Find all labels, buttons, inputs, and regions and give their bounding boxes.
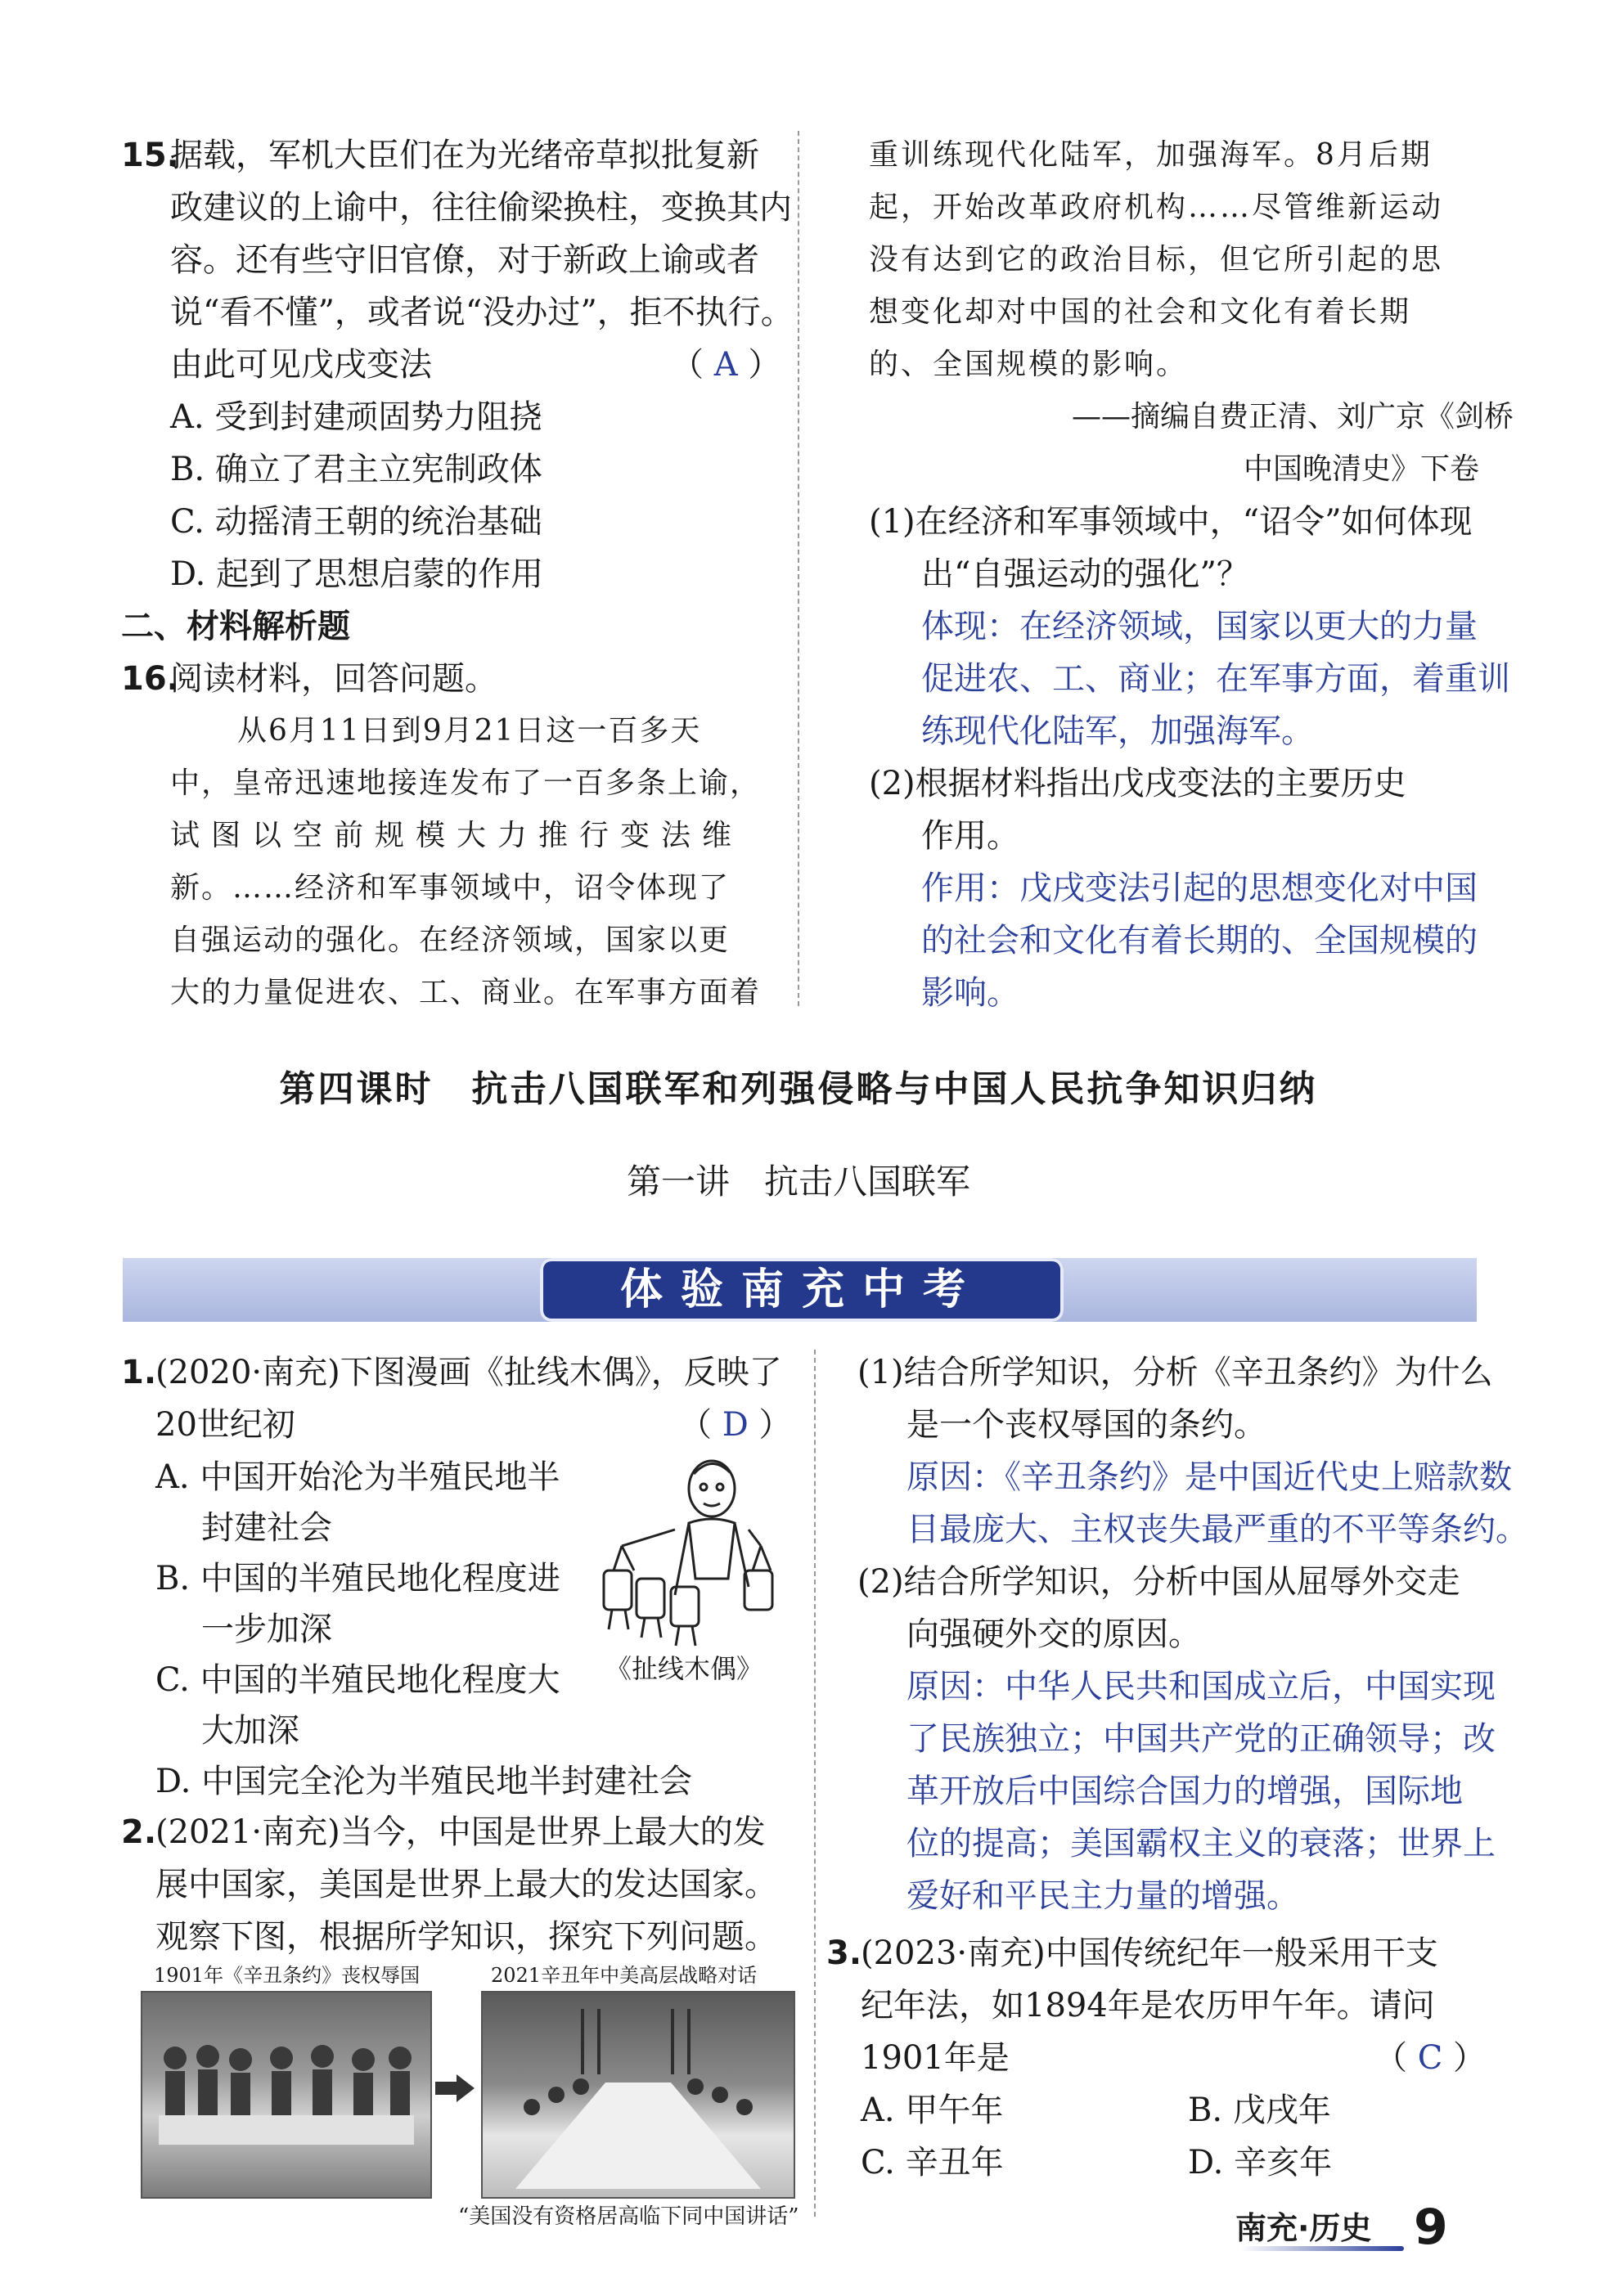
sub-answer-1: 体现：在经济领域，国家以更大的力量 xyxy=(921,608,1478,645)
section-heading: 二、材料解析题 xyxy=(121,608,350,645)
question-text-line: 据载，军机大臣们在为光绪帝草拟批复新 xyxy=(170,137,759,174)
option-a: A. 中国开始沦为半殖民地半 xyxy=(155,1458,560,1496)
material-line: 试图以空前规模大力推行变法维 xyxy=(170,819,744,852)
question-text-line: (2020·南充)下图漫画《扯线木偶》，反映了 xyxy=(155,1354,782,1391)
page-footer xyxy=(1235,2199,1497,2256)
sub-question-1: 出“自强运动的强化”？ xyxy=(921,555,1249,593)
section-banner xyxy=(123,1258,1477,1322)
question-number: 16. xyxy=(121,660,179,698)
option-b: B. 戊戌年 xyxy=(1188,2092,1331,2129)
photo-1901-treaty-image xyxy=(142,1993,430,2197)
material-line: 重训练现代化陆军，加强海军。8月后期 xyxy=(869,138,1433,172)
sub-answer-2: 的社会和文化有着长期的、全国规模的 xyxy=(921,922,1478,959)
sub-answer-2: 革开放后中国综合国力的增强，国际地 xyxy=(906,1773,1463,1810)
sub-question-2: 作用。 xyxy=(921,817,1019,855)
sub-question-2: 向强硬外交的原因。 xyxy=(906,1615,1201,1653)
question-text-line: 容。还有些守旧官僚，对于新政上谕或者 xyxy=(170,241,759,279)
question-text-line: 20世纪初 xyxy=(155,1406,295,1444)
sub-question-1: (1)结合所学知识，分析《辛丑条约》为什么 xyxy=(857,1354,1493,1391)
option-b: B. 中国的半殖民地化程度进 xyxy=(155,1560,560,1597)
sub-answer-1: 原因：《辛丑条约》是中国近代史上赔款数 xyxy=(906,1458,1512,1496)
option-c-cont: 大加深 xyxy=(201,1712,299,1750)
cartoon-puppet-illustration xyxy=(589,1448,777,1652)
material-line: 新。……经济和军事领域中，诏令体现了 xyxy=(170,871,731,905)
question-text-line: (2021·南充)当今，中国是世界上最大的发 xyxy=(155,1813,766,1851)
question-number: 1. xyxy=(121,1354,157,1391)
material-line: 的、全国规模的影响。 xyxy=(869,348,1189,381)
sub-answer-1: 练现代化陆军，加强海军。 xyxy=(921,712,1314,750)
sub-answer-2: 了民族独立；中国共产党的正确领导；改 xyxy=(906,1720,1496,1758)
answer-choice: C xyxy=(1417,2039,1443,2077)
sub-answer-2: 原因：中华人民共和国成立后，中国实现 xyxy=(906,1668,1496,1705)
lesson-title: 第四课时 抗击八国联军和列强侵略与中国人民抗争知识归纳 xyxy=(279,1068,1318,1110)
lecture-title: 第一讲 抗击八国联军 xyxy=(626,1161,970,1202)
material-line: 从6月11日到9月21日这一百多天 xyxy=(237,714,702,748)
answer-choice: A xyxy=(713,346,738,384)
puppet-cartoon-drawing xyxy=(589,1448,777,1652)
answer-bracket: （ D ） xyxy=(679,1406,792,1444)
option-a-cont: 封建社会 xyxy=(201,1509,332,1547)
material-line: 大的力量促进农、工、商业。在军事方面着 xyxy=(170,976,762,1009)
cartoon-caption: 《扯线木偶》 xyxy=(605,1653,763,1684)
material-line: 没有达到它的政治目标，但它所引起的思 xyxy=(869,243,1444,276)
question-number: 2. xyxy=(121,1813,157,1851)
question-number: 3. xyxy=(826,1934,862,1972)
sub-answer-1: 促进农、工、商业；在军事方面，着重训 xyxy=(921,660,1510,698)
material-line: 中，皇帝迅速地接连发布了一百多条上谕， xyxy=(170,766,762,800)
banner-label: 体验南充中考 xyxy=(619,1265,983,1314)
sub-question-2: (2)根据材料指出戊戌变法的主要历史 xyxy=(869,765,1406,802)
material-line: 起，开始改革政府机构……尽管维新运动 xyxy=(869,191,1444,224)
option-c: C. 中国的半殖民地化程度大 xyxy=(155,1661,560,1699)
sub-answer-2: 作用：戊戌变法引起的思想变化对中国 xyxy=(921,869,1478,907)
sub-question-2: (2)结合所学知识，分析中国从屈辱外交走 xyxy=(857,1563,1460,1601)
footer-label: 南充·历史 xyxy=(1235,2210,1372,2246)
sub-question-1: 是一个丧权辱国的条约。 xyxy=(906,1406,1266,1444)
question-text-line: 政建议的上谕中，往往偷梁换柱，变换其内 xyxy=(170,189,792,227)
question-text-line: 纪年法，如1894年是农历甲午年。请问 xyxy=(861,1987,1435,2024)
photo-label: 1901年《辛丑条约》丧权辱国 xyxy=(154,1964,421,1987)
question-text-line: 1901年是 xyxy=(861,2039,1010,2077)
arrow-icon xyxy=(435,2074,475,2105)
option-d: D. 辛亥年 xyxy=(1188,2144,1333,2181)
option-d: D. 起到了思想启蒙的作用 xyxy=(170,555,544,593)
answer-bracket: （ A ） xyxy=(671,346,781,384)
answer-choice: D xyxy=(722,1406,749,1444)
sub-answer-2: 影响。 xyxy=(921,974,1019,1012)
material-source: 中国晚清史》下卷 xyxy=(1244,452,1480,486)
question-number: 15. xyxy=(121,137,179,174)
question-text-line: (2023·南充)中国传统纪年一般采用干支 xyxy=(861,1934,1438,1972)
photo-label: 2021辛丑年中美高层战略对话 xyxy=(491,1964,758,1987)
option-b-cont: 一步加深 xyxy=(201,1611,332,1648)
option-c: C. 辛丑年 xyxy=(861,2144,1004,2181)
page-number: 9 xyxy=(1414,2199,1448,2256)
question-text-line: 说“看不懂”，或者说“没办过”，拒不执行。 xyxy=(170,294,794,331)
column-divider xyxy=(814,1350,816,2217)
option-c: C. 动摇清王朝的统治基础 xyxy=(170,503,542,541)
question-text-line: 由此可见戊戌变法 xyxy=(170,346,432,384)
material-source: ——摘编自费正清、刘广京《剑桥 xyxy=(1072,400,1514,434)
option-b: B. 确立了君主立宪制政体 xyxy=(170,451,542,488)
column-divider xyxy=(798,131,799,1006)
photo-1901-treaty xyxy=(141,1991,432,2199)
question-prompt: 阅读材料，回答问题。 xyxy=(170,660,497,698)
photo-2021-dialogue-image xyxy=(483,1993,794,2197)
question-text-line: 观察下图，根据所学知识，探究下列问题。 xyxy=(155,1918,777,1956)
sub-answer-1: 目最庞大、主权丧失最严重的不平等条约。 xyxy=(906,1511,1528,1548)
sub-question-1: (1)在经济和军事领域中，“诏令”如何体现 xyxy=(869,503,1473,541)
option-d: D. 中国完全沦为半殖民地半封建社会 xyxy=(155,1763,693,1800)
photo-2021-dialogue xyxy=(481,1991,795,2199)
sub-answer-2: 位的提高；美国霸权主义的衰落；世界上 xyxy=(906,1825,1496,1862)
question-text-line: 展中国家，美国是世界上最大的发达国家。 xyxy=(155,1866,777,1903)
material-line: 想变化却对中国的社会和文化有着长期 xyxy=(869,295,1412,329)
photo-caption: “美国没有资格居高临下同中国讲话” xyxy=(458,2204,799,2229)
option-a: A. 甲午年 xyxy=(861,2092,1004,2129)
answer-bracket: （ C ） xyxy=(1374,2039,1487,2077)
sub-answer-2: 爱好和平民主力量的增强。 xyxy=(906,1877,1299,1915)
banner-label-box xyxy=(540,1258,1064,1322)
footer-swoosh xyxy=(1240,2246,1404,2251)
material-line: 自强运动的强化。在经济领域，国家以更 xyxy=(170,923,731,957)
option-a: A. 受到封建顽固势力阻挠 xyxy=(170,398,542,436)
